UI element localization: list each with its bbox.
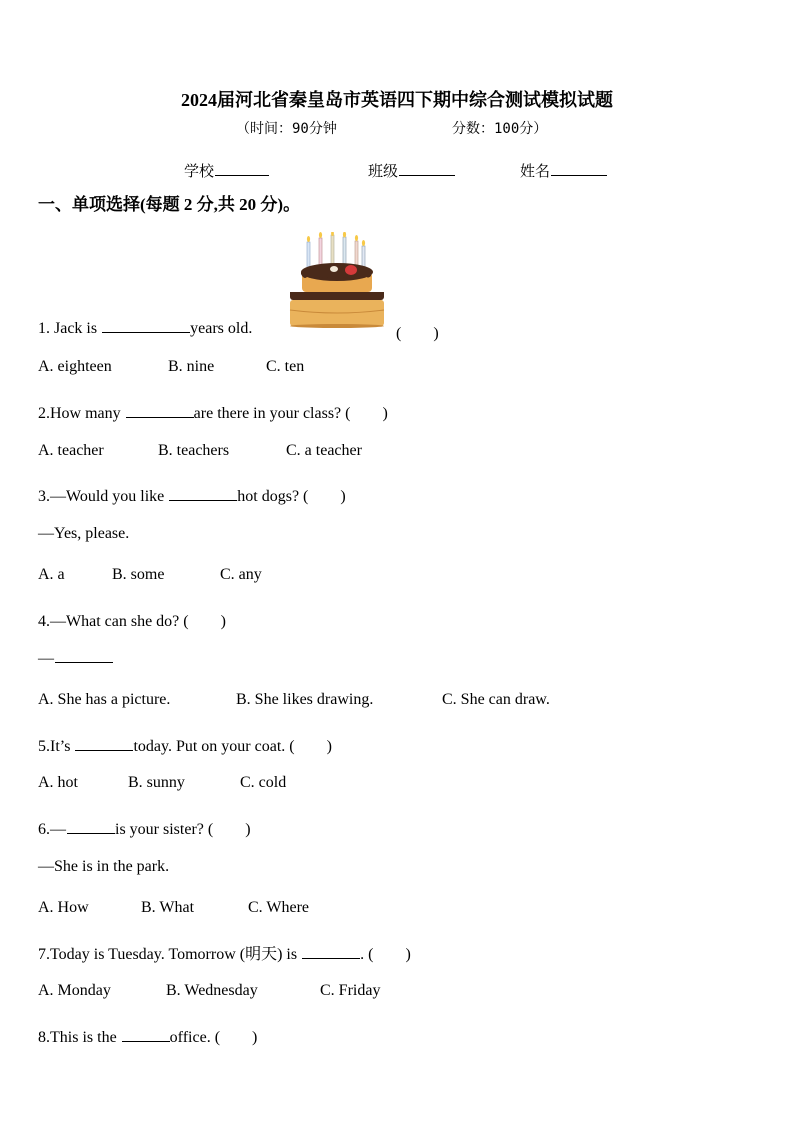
school-blank[interactable]	[215, 174, 269, 176]
question-6-option-c[interactable]: C. Where	[248, 899, 310, 916]
question-3-option-b[interactable]: B. some	[112, 566, 165, 583]
question-4-option-c[interactable]: C. She can draw.	[442, 691, 550, 708]
question-6-option-b[interactable]: B. What	[141, 899, 195, 916]
question-5-text-end: today. Put on your coat. ( )	[133, 738, 332, 755]
question-6-text-start: 6.—	[38, 821, 66, 838]
question-1-text-start: 1. Jack is	[38, 320, 102, 337]
name-field	[520, 160, 607, 181]
question-3-option-c[interactable]: C. any	[220, 566, 262, 583]
question-1-option-c[interactable]: C. ten	[266, 358, 305, 375]
question-7-text-start: 7.Today is Tuesday. Tomorrow (明天) is	[38, 946, 302, 963]
question-2-text-end: are there in your class? ( )	[193, 405, 388, 422]
class-blank[interactable]	[399, 174, 455, 176]
exam-time: （时间：90分钟	[236, 121, 337, 137]
question-1-option-a[interactable]: A. eighteen	[38, 358, 112, 375]
question-3-option-a[interactable]: A. a	[38, 566, 65, 583]
question-5-option-b[interactable]: B. sunny	[128, 774, 185, 791]
name-blank[interactable]	[551, 174, 607, 176]
question-5	[38, 733, 332, 756]
class-label: 班级	[368, 164, 399, 180]
question-1-option-b[interactable]: B. nine	[168, 358, 215, 375]
question-2-text-start: 2.How many	[38, 405, 125, 422]
question-6-option-a[interactable]: A. How	[38, 899, 89, 916]
question-4: 4.—What can she do? ( )	[38, 613, 226, 630]
name-label: 姓名	[520, 164, 551, 180]
school-field	[184, 160, 269, 181]
question-5-option-a[interactable]: A. hot	[38, 774, 78, 791]
question-4-reply	[38, 650, 113, 668]
question-4-option-a[interactable]: A. She has a picture.	[38, 691, 171, 708]
exam-title: 2024届河北省秦皇岛市英语四下期中综合测试模拟试题	[181, 90, 613, 110]
question-2	[38, 400, 388, 423]
class-field	[368, 160, 455, 181]
question-4-reply-dash: —	[38, 650, 54, 667]
section-heading: 一、单项选择(每题 2 分,共 20 分)。	[38, 195, 301, 214]
question-5-blank[interactable]	[75, 749, 133, 751]
question-6-blank[interactable]	[67, 832, 115, 834]
question-1-answer-paren[interactable]: ( )	[396, 325, 439, 342]
question-7-option-c[interactable]: C. Friday	[320, 982, 381, 999]
question-5-option-c[interactable]: C. cold	[240, 774, 287, 791]
question-7-option-b[interactable]: B. Wednesday	[166, 982, 258, 999]
exam-score: 分数：100分）	[452, 121, 548, 137]
question-2-option-b[interactable]: B. teachers	[158, 442, 230, 459]
question-6	[38, 816, 251, 839]
question-8-blank[interactable]	[122, 1040, 170, 1042]
question-2-blank[interactable]	[126, 416, 194, 418]
question-8-text-start: 8.This is the	[38, 1029, 121, 1046]
question-3-reply: —Yes, please.	[38, 525, 130, 542]
birthday-cake-image	[286, 232, 388, 328]
question-2-option-c[interactable]: C. a teacher	[286, 442, 362, 459]
question-4-option-b[interactable]: B. She likes drawing.	[236, 691, 374, 708]
question-6-text-end: is your sister? ( )	[115, 821, 251, 838]
question-1	[38, 320, 252, 338]
question-5-text-start: 5.It’s	[38, 738, 75, 755]
question-1-blank[interactable]	[102, 331, 190, 333]
school-label: 学校	[184, 164, 215, 180]
question-8-text-end: office. ( )	[169, 1029, 258, 1046]
question-2-option-a[interactable]: A. teacher	[38, 442, 104, 459]
question-7-blank[interactable]	[302, 957, 360, 959]
question-3-text-start: 3.—Would you like	[38, 488, 169, 505]
question-8	[38, 1024, 257, 1047]
question-7-option-a[interactable]: A. Monday	[38, 982, 111, 999]
question-3-text-end: hot dogs? ( )	[237, 488, 346, 505]
question-7	[38, 941, 411, 964]
question-3-blank[interactable]	[169, 499, 237, 501]
question-7-text-end: . ( )	[360, 946, 411, 963]
question-3	[38, 483, 346, 506]
question-4-blank[interactable]	[55, 661, 113, 663]
question-6-reply: —She is in the park.	[38, 858, 170, 875]
question-1-text-end: years old.	[190, 320, 253, 337]
